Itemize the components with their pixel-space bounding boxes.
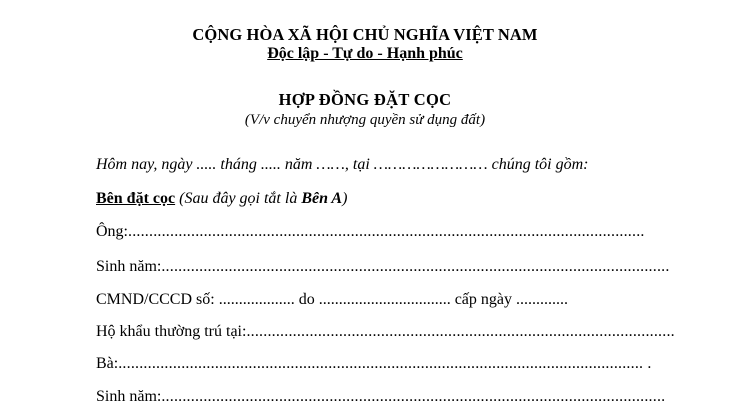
field-ho-khau	[96, 323, 675, 341]
field-ho-khau-blank: ......................................................................................................	[246, 323, 675, 340]
field-cmnd-label: CMND/CCCD số:	[96, 291, 219, 308]
party-a-label: Bên đặt cọc	[96, 190, 176, 207]
field-ong	[96, 223, 645, 241]
field-ba	[96, 355, 652, 373]
field-cmnd-issuer-blank: .................................	[318, 291, 451, 308]
party-a-note	[175, 190, 347, 207]
contract-subtitle: (V/v chuyển nhượng quyền sử dụng đất)	[244, 112, 486, 128]
field-sinh-nam-2-label: Sinh năm:	[96, 388, 162, 405]
field-sinh-nam-2-blank: ........................................................................................................................	[161, 388, 666, 405]
field-ong-label: Ông:	[96, 223, 128, 240]
field-ho-khau-label: Hộ khẩu thường trú tại:	[96, 323, 247, 340]
field-sinh-nam-label: Sinh năm:	[96, 258, 162, 275]
party-a-note-prefix: (Sau đây gọi tắt là	[175, 190, 302, 207]
contract-title: HỢP ĐỒNG ĐẶT CỌC	[278, 90, 452, 109]
party-a-heading	[96, 190, 347, 208]
field-sinh-nam-2	[96, 388, 666, 406]
field-cmnd-number-blank: ...................	[218, 291, 295, 308]
field-cmnd-cap-ngay: cấp ngày	[450, 291, 517, 308]
national-motto: Độc lập - Tự do - Hạnh phúc	[267, 45, 463, 62]
national-title: CỘNG HÒA XÃ HỘI CHỦ NGHĨA VIỆT NAM	[192, 25, 538, 44]
field-sinh-nam-blank: .........................................................................................................................	[161, 258, 670, 275]
field-ba-blank: ............................................................................................................................. .	[118, 355, 652, 372]
intro-line: Hôm nay, ngày ..... tháng ..... năm ……, tại …………………… chúng tôi gồm:	[96, 156, 589, 173]
field-cmnd-do: do	[294, 291, 319, 308]
field-ong-blank: ...........................................................................................................................	[128, 223, 645, 240]
field-cmnd-date-blank: .............	[516, 291, 569, 308]
field-sinh-nam	[96, 258, 670, 276]
field-cmnd	[96, 291, 568, 309]
party-a-note-suffix: )	[342, 190, 348, 207]
party-a-name: Bên A	[301, 190, 343, 207]
field-ba-label: Bà:	[96, 355, 119, 372]
